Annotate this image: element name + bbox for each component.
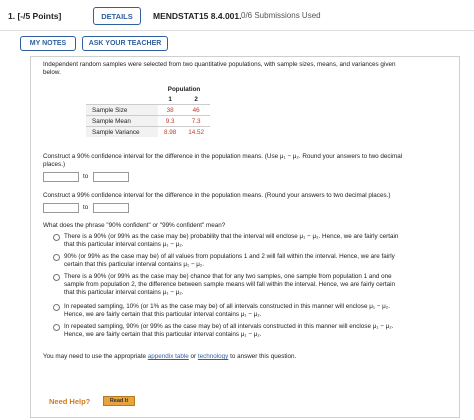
question-panel [30, 56, 460, 418]
my-notes-button[interactable]: MY NOTES [20, 36, 76, 51]
row-label: Sample Variance [86, 127, 158, 138]
option-radio[interactable] [53, 234, 60, 241]
option-radio[interactable] [53, 324, 60, 331]
column-header: 1 [168, 95, 172, 103]
option-text: There is a 90% (or 99% as the case may be) chance that for any two samples, one sample from population 1 and one [64, 273, 392, 280]
read-it-button[interactable]: Read It [103, 396, 135, 406]
option-text: There is a 90% (or 99% as the case may be) probability that the interval will enclose μ₁ − μ₂. Hence, we are fairly certain [64, 233, 399, 240]
question-header [8, 7, 468, 27]
option-text: that this particular interval contains μ₁ − μ₂. [64, 241, 184, 248]
cell-value: 8.98 [158, 127, 182, 138]
option-text: Hence, we are fairly certain that this particular interval contains μ₁ − μ₂. [64, 311, 262, 318]
submissions-count: 0/6 Submissions Used [241, 11, 321, 20]
footer-note [43, 353, 296, 361]
option-text: sample from population 2, the difference between sample means will fall within the interval. Hence, we are fairly certain [64, 281, 395, 288]
population-header: Population [167, 85, 201, 93]
row-label: Sample Size [86, 105, 158, 116]
option-radio[interactable] [53, 304, 60, 311]
to-label: to [83, 204, 89, 211]
footer-mid: or [188, 353, 198, 360]
table-row [86, 105, 210, 116]
option-radio[interactable] [53, 274, 60, 281]
sample-stats-table [86, 84, 210, 137]
details-button[interactable]: DETAILS [93, 7, 141, 25]
ci90-lower-input[interactable] [43, 172, 79, 182]
part1-text-line2: places.) [43, 161, 66, 168]
option-text: certain that this particular interval contains μ₁ − μ₂. [64, 261, 205, 268]
column-header: 2 [194, 95, 198, 103]
table-row [86, 116, 210, 127]
question-code: MENDSTAT15 8.4.001. [153, 11, 242, 21]
part3-question: What does the phrase "90% confident" or "99% confident" mean? [43, 222, 226, 229]
appendix-table-link[interactable]: appendix table [147, 353, 189, 360]
ci99-upper-input[interactable] [93, 203, 129, 213]
cell-value: 14.52 [182, 127, 210, 138]
need-help-label: Need Help? [49, 397, 91, 406]
part1-text-line1: Construct a 90% confidence interval for the difference in the population means. (Use μ₁ − μ₂. Round your answers to two decimal [43, 153, 403, 160]
cell-value: 9.3 [158, 116, 182, 127]
intro-text-line2: below. [43, 69, 61, 76]
footer-suffix: to answer this question. [228, 353, 297, 360]
footer-prefix: You may need to use the appropriate [43, 353, 148, 360]
option-text: 90% (or 99% as the case may be) of all values from populations 1 and 2 will fall within the interval. Hence, we are fairly [64, 253, 395, 260]
row-label: Sample Mean [86, 116, 158, 127]
option-radio[interactable] [53, 254, 60, 261]
option-text: Hence, we are fairly certain that this particular interval contains μ₁ − μ₂. [64, 331, 262, 338]
cell-value: 7.3 [182, 116, 210, 127]
intro-text-line1: Independent random samples were selected from two quantitative populations, with sample sizes, means, and variances given [43, 61, 396, 68]
to-label: to [83, 173, 89, 180]
ci99-lower-input[interactable] [43, 203, 79, 213]
option-text: In repeated sampling, 10% (or 1% as the case may be) of all intervals constructed in this manner will enclose μ₁ − μ₂. [64, 303, 390, 310]
cell-value: 38 [158, 105, 182, 116]
option-text: In repeated sampling, 90% (or 99% as the case may be) of all intervals constructed in this manner will enclose μ₁ − μ₂. [64, 323, 394, 330]
ci90-upper-input[interactable] [93, 172, 129, 182]
header-divider [0, 30, 474, 31]
option-text: that this particular interval contains μ₁ − μ₂. [64, 289, 184, 296]
ask-teacher-button[interactable]: ASK YOUR TEACHER [82, 36, 168, 51]
question-number: 1. [-/5 Points] [8, 11, 62, 21]
technology-link[interactable]: technology [197, 353, 229, 360]
cell-value: 46 [182, 105, 210, 116]
table-row [86, 127, 210, 138]
part2-text: Construct a 99% confidence interval for the difference in the population means. (Round your answers to two decimal places.) [43, 192, 391, 199]
